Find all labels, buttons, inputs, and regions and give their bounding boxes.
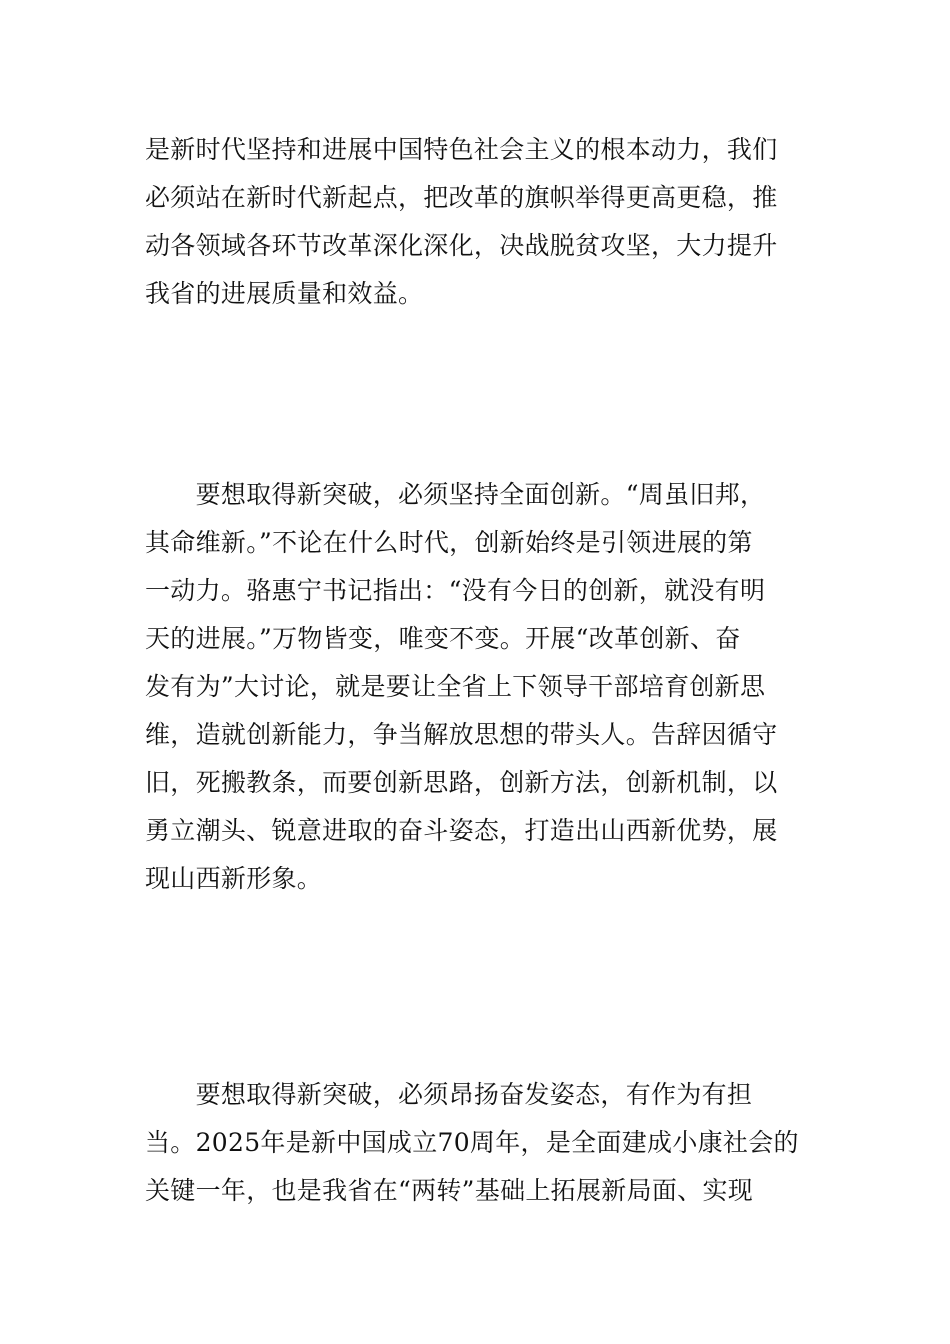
text-line: 必须站在新时代新起点，把改革的旗帜举得更高更稳，推 (145, 183, 778, 212)
text-line: 一动力。骆惠宁书记指出：“没有今日的创新，就没有明 (145, 576, 766, 605)
paragraph-1 (145, 126, 778, 318)
text-line: 天的进展。”万物皆变，唯变不变。开展“改革创新、奋 (145, 624, 741, 653)
text-line: 动各领域各环节改革深化深化，决战脱贫攻坚，大力提升 (145, 231, 778, 260)
text-line: 勇立潮头、锐意进取的奋斗姿态，打造出山西新优势，展 (145, 816, 778, 845)
text-line: 其命维新。”不论在什么时代，创新始终是引领进展的第 (145, 528, 753, 557)
text-line: 维，造就创新能力，争当解放思想的带头人。告辞因循守 (145, 720, 778, 749)
text-line: 当。2025年是新中国成立70周年，是全面建成小康社会的 (145, 1128, 799, 1157)
text-line: 旧，死搬教条，而要创新思路，创新方法，创新机制，以 (145, 768, 778, 797)
text-line: 关键一年，也是我省在“两转”基础上拓展新局面、实现 (145, 1176, 754, 1205)
text-line: 是新时代坚持和进展中国特色社会主义的根本动力，我们 (145, 135, 778, 164)
text-line: 要想取得新突破，必须坚持全面创新。“周虽旧邦， (145, 480, 766, 509)
text-line: 要想取得新突破，必须昂扬奋发姿态，有作为有担 (145, 1080, 753, 1109)
paragraph-3 (145, 1071, 799, 1215)
text-line: 发有为”大讨论，就是要让全省上下领导干部培育创新思 (145, 672, 766, 701)
text-line: 现山西新形象。 (145, 864, 323, 893)
paragraph-2 (145, 471, 778, 903)
text-line: 我省的进展质量和效益。 (145, 279, 424, 308)
